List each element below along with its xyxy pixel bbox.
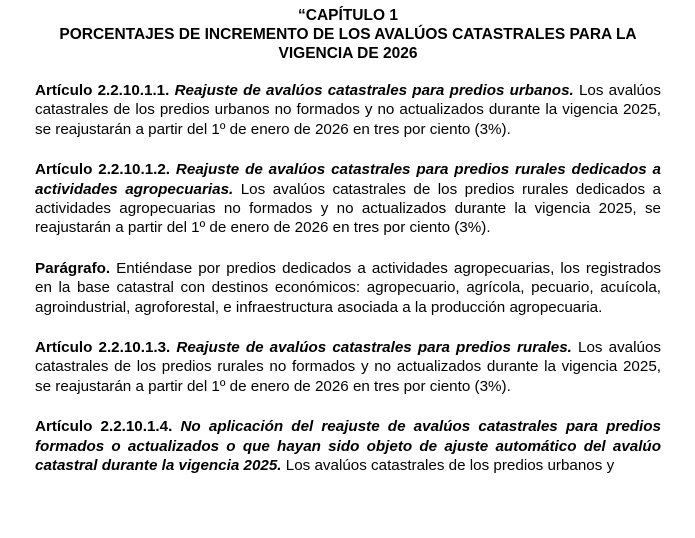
- chapter-title: PORCENTAJES DE INCREMENTO DE LOS AVALÚOS CATASTRALES PARA LA VIGENCIA DE 2026: [59, 26, 637, 62]
- article-number: Artículo 2.2.10.1.2.: [35, 161, 171, 179]
- article-number: Artículo 2.2.10.1.4.: [35, 418, 173, 436]
- paragrafo-label: Parágrafo.: [35, 259, 111, 277]
- article-title: Reajuste de avalúos catastrales para predios rurales.: [176, 339, 572, 357]
- article-2-2-10-1-4: [35, 417, 661, 475]
- chapter-heading: [35, 6, 661, 63]
- article-number: Artículo 2.2.10.1.3.: [35, 339, 171, 357]
- article-body: Los avalúos catastrales de los predios urbanos y: [285, 457, 615, 475]
- article-2-2-10-1-2: [35, 160, 661, 238]
- paragrafo-body: Entiéndase por predios dedicados a actividades agropecuarias, los registrados en la base catastral con destinos económicos: agropecuario, agrícola, pecuario, acuícola, agroindustrial, agroforestal, e infraestructura asociada a la producción agropecuaria.: [35, 259, 661, 316]
- article-title: Reajuste de avalúos catastrales para predios urbanos.: [174, 82, 574, 99]
- article-2-2-10-1-3: [35, 338, 661, 396]
- chapter-number: “CAPÍTULO 1: [298, 7, 398, 24]
- article-body: Los avalúos catastrales de los predios rurales dedicados a actividades agropecuarias no formados y no actualizados durante la vigencia 2025, se reajustarán a partir del 1º de enero de 2026 en tres por ciento (3%).: [35, 180, 661, 237]
- article-body: Los avalúos catastrales de los predios rurales no formados y no actualizados durante la vigencia 2025, se reajustarán a partir del 1º de enero de 2026 en tres por ciento (3%).: [35, 339, 661, 395]
- article-number: Artículo 2.2.10.1.1.: [35, 82, 170, 99]
- article-2-2-10-1-1: [35, 81, 661, 139]
- paragrafo: [35, 259, 661, 317]
- article-title: Reajuste de avalúos catastrales para predios rurales dedicados a actividades agropecuarias.: [35, 161, 661, 198]
- article-title: No aplicación del reajuste de avalúos catastrales para predios formados o actualizados o que hayan sido objeto de ajuste automático del avalúo catastral durante la vigencia 2025.: [35, 418, 661, 475]
- article-body: Los avalúos catastrales de los predios urbanos no formados y no actualizados durante la vigencia 2025, se reajustarán a partir del 1º de enero de 2026 en tres por ciento (3%).: [35, 82, 661, 138]
